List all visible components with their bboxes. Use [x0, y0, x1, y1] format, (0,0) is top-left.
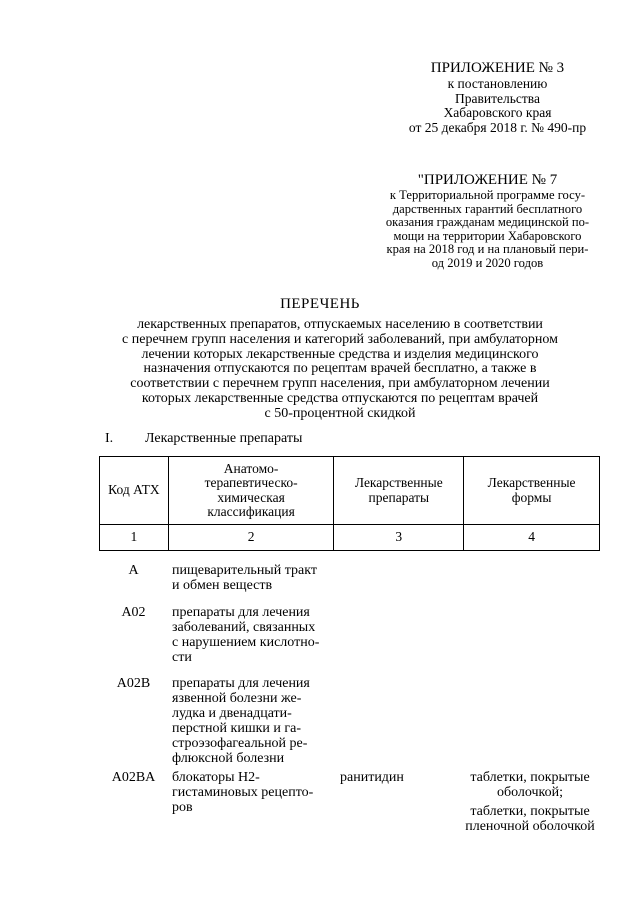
row-code: A02BA [111, 770, 156, 785]
header-code: Код АТХ [100, 457, 169, 525]
header-classification: Анатомо- терапевтическо- химическая классификация [168, 457, 334, 525]
appendix-7-line: оказания гражданам медицинской по- [385, 215, 590, 230]
column-number: 3 [334, 525, 464, 551]
row-classification: препараты для лечения язвенной болезни же- лудка и двенадцати- перстной кишки и га- строэзофагеальной ре- флюксной болезни [172, 676, 310, 766]
section-title: Лекарственные препараты [145, 431, 303, 446]
subtitle-line: с 50-процентной скидкой [264, 405, 416, 421]
appendix-3-line: Правительства [455, 90, 540, 106]
appendix-7-title: "ПРИЛОЖЕНИЕ № 7 [417, 172, 558, 188]
header-drugs: Лекарственные препараты [334, 457, 464, 525]
appendix-3-line: от 25 декабря 2018 г. № 490-пр [408, 119, 587, 135]
column-number: 2 [168, 525, 334, 551]
subtitle-line: лекарственных препаратов, отпускаемых населению в соответствии [137, 317, 543, 332]
appendix-7-line: мощи на территории Хабаровского [393, 228, 582, 243]
column-number: 4 [464, 525, 600, 551]
subtitle-line: лечении которых лекарственные средства и изделия медицинского [141, 346, 539, 362]
row-classification: препараты для лечения заболеваний, связанных с нарушением кислотно- сти [172, 605, 320, 665]
document-subtitle [110, 318, 570, 422]
subtitle-line: соответствии с перечнем групп населения, при амбулаторном лечении [130, 376, 550, 392]
row-form: таблетки, покрытые оболочкой; [470, 770, 590, 800]
row-drug: ранитидин [340, 770, 404, 785]
appendix-7-line: края на 2018 год и на плановый пери- [386, 242, 589, 257]
row-classification: пищеварительный тракт и обмен веществ [172, 563, 317, 593]
appendix-3-line: Хабаровского края [443, 105, 552, 120]
subtitle-line: назначения отпускаются по рецептам врачей бесплатно, а также в [143, 361, 537, 377]
row-code: A02B [116, 676, 151, 691]
section-number: I. [105, 431, 114, 446]
drug-table-header [99, 456, 600, 551]
row-form: таблетки, покрытые пленочной оболочкой [465, 804, 595, 834]
appendix-7-line: дарственных гарантий бесплатного [392, 201, 583, 216]
column-number: 1 [100, 525, 169, 551]
subtitle-line: с перечнем групп населения и категорий заболеваний, при амбулаторном [122, 331, 558, 347]
appendix-3-block [395, 60, 600, 135]
appendix-7-line: од 2019 и 2020 годов [431, 255, 544, 270]
row-code: A02 [121, 605, 146, 620]
column-number-row [100, 525, 600, 551]
appendix-3-title: ПРИЛОЖЕНИЕ № 3 [430, 60, 565, 76]
appendix-3-line: к постановлению [447, 76, 548, 91]
header-forms: Лекарственные формы [464, 457, 600, 525]
subtitle-line: которых лекарственные средства отпускаются по рецептам врачей [141, 390, 539, 406]
row-code: А [128, 563, 139, 578]
appendix-7-block [375, 172, 600, 271]
appendix-7-line: к Территориальной программе госу- [389, 188, 586, 202]
header-row [100, 457, 600, 525]
section-heading [105, 431, 302, 447]
row-classification: блокаторы Н2- гистаминовых рецепто- ров [172, 770, 314, 815]
document-title: ПЕРЕЧЕНЬ [280, 296, 360, 312]
